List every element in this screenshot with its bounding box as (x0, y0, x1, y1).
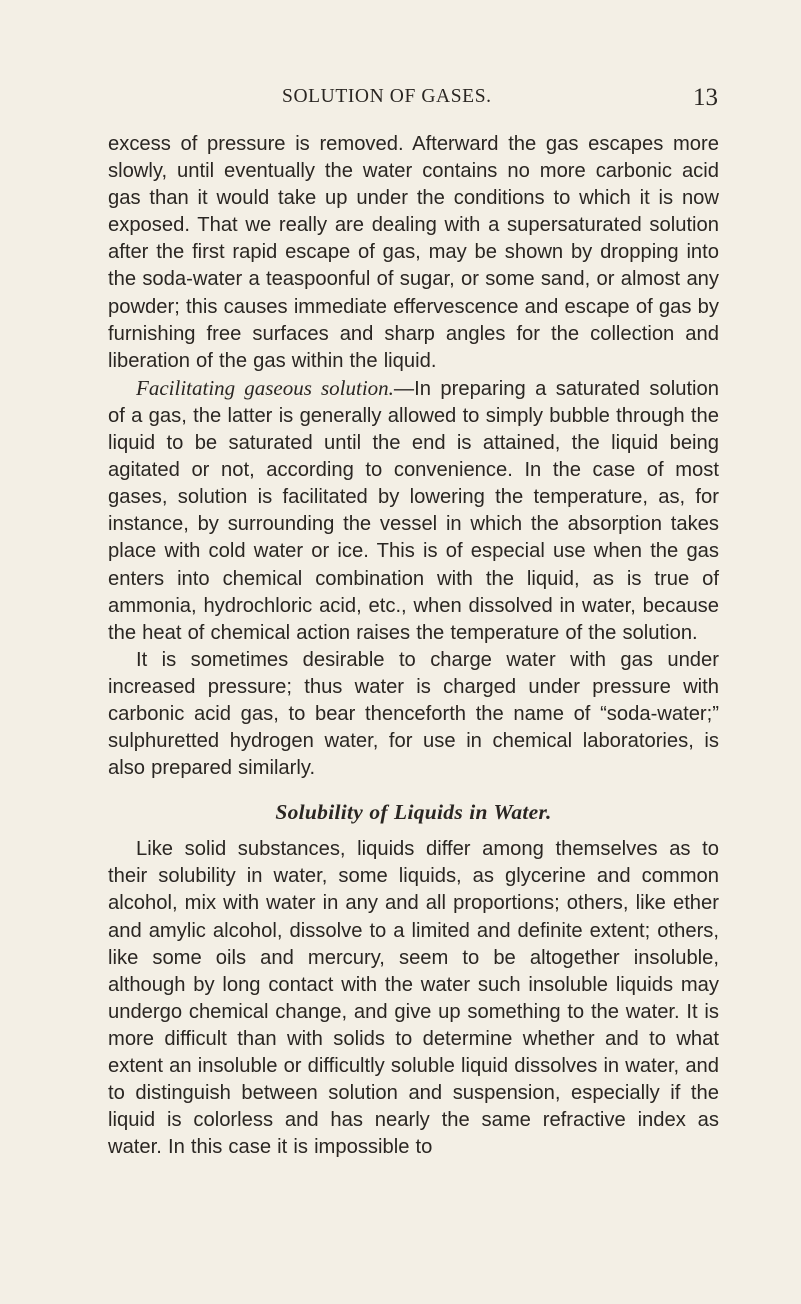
paragraph: Like solid substances, liquids differ among themselves as to their solubility in water, some liquids, as glycerine and common alcohol, mix with water in any and all proportions; others, like ether and amylic alcohol, dissolve to a limited and definite extent; others, like some oils and mercury, seem to be altogether insoluble, although by long contact with the water such insoluble liquids may undergo chemical change, and give up something to the water. It is more difficult than with solids to determine whether and to what extent an insoluble or difficultly soluble liquid dissolves in water, and to distinguish between solution and suspension, especially if the liquid is colorless and has nearly the same refractive index as water. In this case it is impossible to (108, 838, 719, 1159)
paragraph: It is sometimes desirable to charge water with gas under increased pressure; thus water is charged under pressure with carbonic acid gas, to bear thenceforth the name of “soda-water;” sulphuretted hydrogen water, for use in chemical laboratories, is also prepared similarly. (108, 648, 719, 780)
body-text (108, 131, 719, 1161)
paragraph-text: —In preparing a saturated solution of a gas, the latter is generally allowed to simply bubble through the liquid to be saturated until the end is attained, the liquid being agitated or not, according to convenience. In the case of most gases, solution is facilitated by lowering the temperature, as, for instance, by surrounding the vessel in which the absorption takes place with cold water or ice. This is of especial use when the gas enters into chemical combination with the liquid, as is true of ammonia, hydrochloric acid, etc., when dissolved in water, because the heat of chemical action raises the temperature of the solution. (108, 377, 719, 644)
running-title: SOLUTION OF GASES. (282, 86, 492, 107)
page-number: 13 (693, 84, 718, 111)
run-in-heading: Facilitating gaseous solution. (136, 375, 394, 400)
paragraph: excess of pressure is removed. Afterward the gas escapes more slowly, until eventually the water contains no more carbonic acid gas than it would take up under the conditions to which it is now exposed. That we really are dealing with a supersaturated solution after the first rapid escape of gas, may be shown by dropping into the soda-water a teaspoonful of sugar, or some sand, or almost any powder; this causes immediate effervescence and escape of gas by furnishing free surfaces and sharp angles for the collection and liberation of the gas within the liquid. (108, 133, 719, 372)
section-heading: Solubility of Liquids in Water. (275, 800, 552, 825)
running-head (108, 86, 718, 116)
paragraph (108, 375, 719, 647)
